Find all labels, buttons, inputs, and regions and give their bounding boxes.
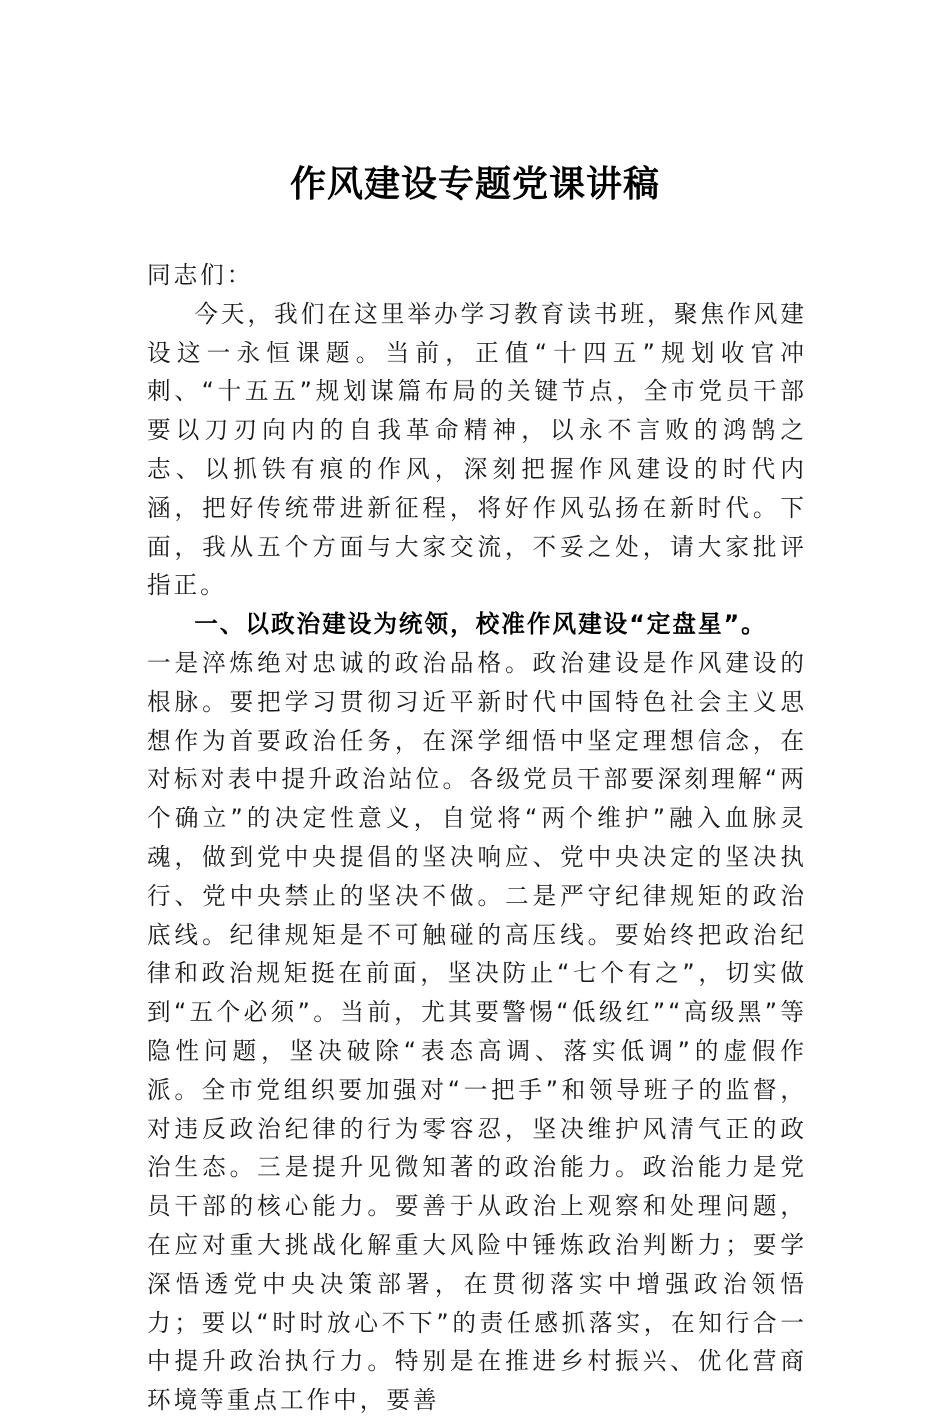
section-body-paragraph: 一是淬炼绝对忠诚的政治品格。政治建设是作风建设的根脉。要把学习贯彻习近平新时代中国特色社会主义思想作为首要政治任务，在深学细悟中坚定理想信念，在对标对表中提升政治站位。各级党员干部要深刻理解“两个确立”的决定性意义，自觉将“两个维护”融入血脉灵魂，做到党中央提倡的坚决响应、党中央决定的坚决执行、党中央禁止的坚决不做。二是严守纪律规矩的政治底线。纪律规矩是不可触碰的高压线。要始终把政治纪律和政治规矩挺在前面，坚决防止“七个有之”，切实做到“五个必须”。当前，尤其要警惕“低级红”“高级黑”等隐性问题，坚决破除“表态高调、落实低调”的虚假作派。全市党组织要加强对“一把手”和领导班子的监督，对违反政治纪律的行为零容忍，坚决维护风清气正的政治生态。三是提升见微知著的政治能力。政治能力是党员干部的核心能力。要善于从政治上观察和处理问题，在应对重大挑战化解重大风险中锤炼政治判断力；要学深悟透党中央决策部署，在贯彻落实中增强政治领悟力；要以“时时放心不下”的责任感抓落实，在知行合一中提升政治执行力。特别是在推进乡村振兴、优化营商环境等重点工作中，要善: [147, 648, 807, 1415]
intro-paragraph: 今天，我们在这里举办学习教育读书班，聚焦作风建设这一永恒课题。当前，正值“十四五”规划收官冲刺、“十五五”规划谋篇布局的关键节点，全市党员干部要以刀刃向内的自我革命精神，以永不言败的鸿鹄之志、以抓铁有痕的作风，深刻把握作风建设的时代内涵，把好传统带进新征程，将好作风弘扬在新时代。下面，我从五个方面与大家交流，不妥之处，请大家批评指正。: [147, 299, 807, 600]
salutation: 同志们：: [147, 261, 254, 289]
section-heading: 一、以政治建设为统领，校准作风建设“定盘星”。: [194, 610, 767, 639]
document-title: 作风建设专题党课讲稿: [289, 163, 660, 205]
document-body: [147, 256, 807, 1420]
